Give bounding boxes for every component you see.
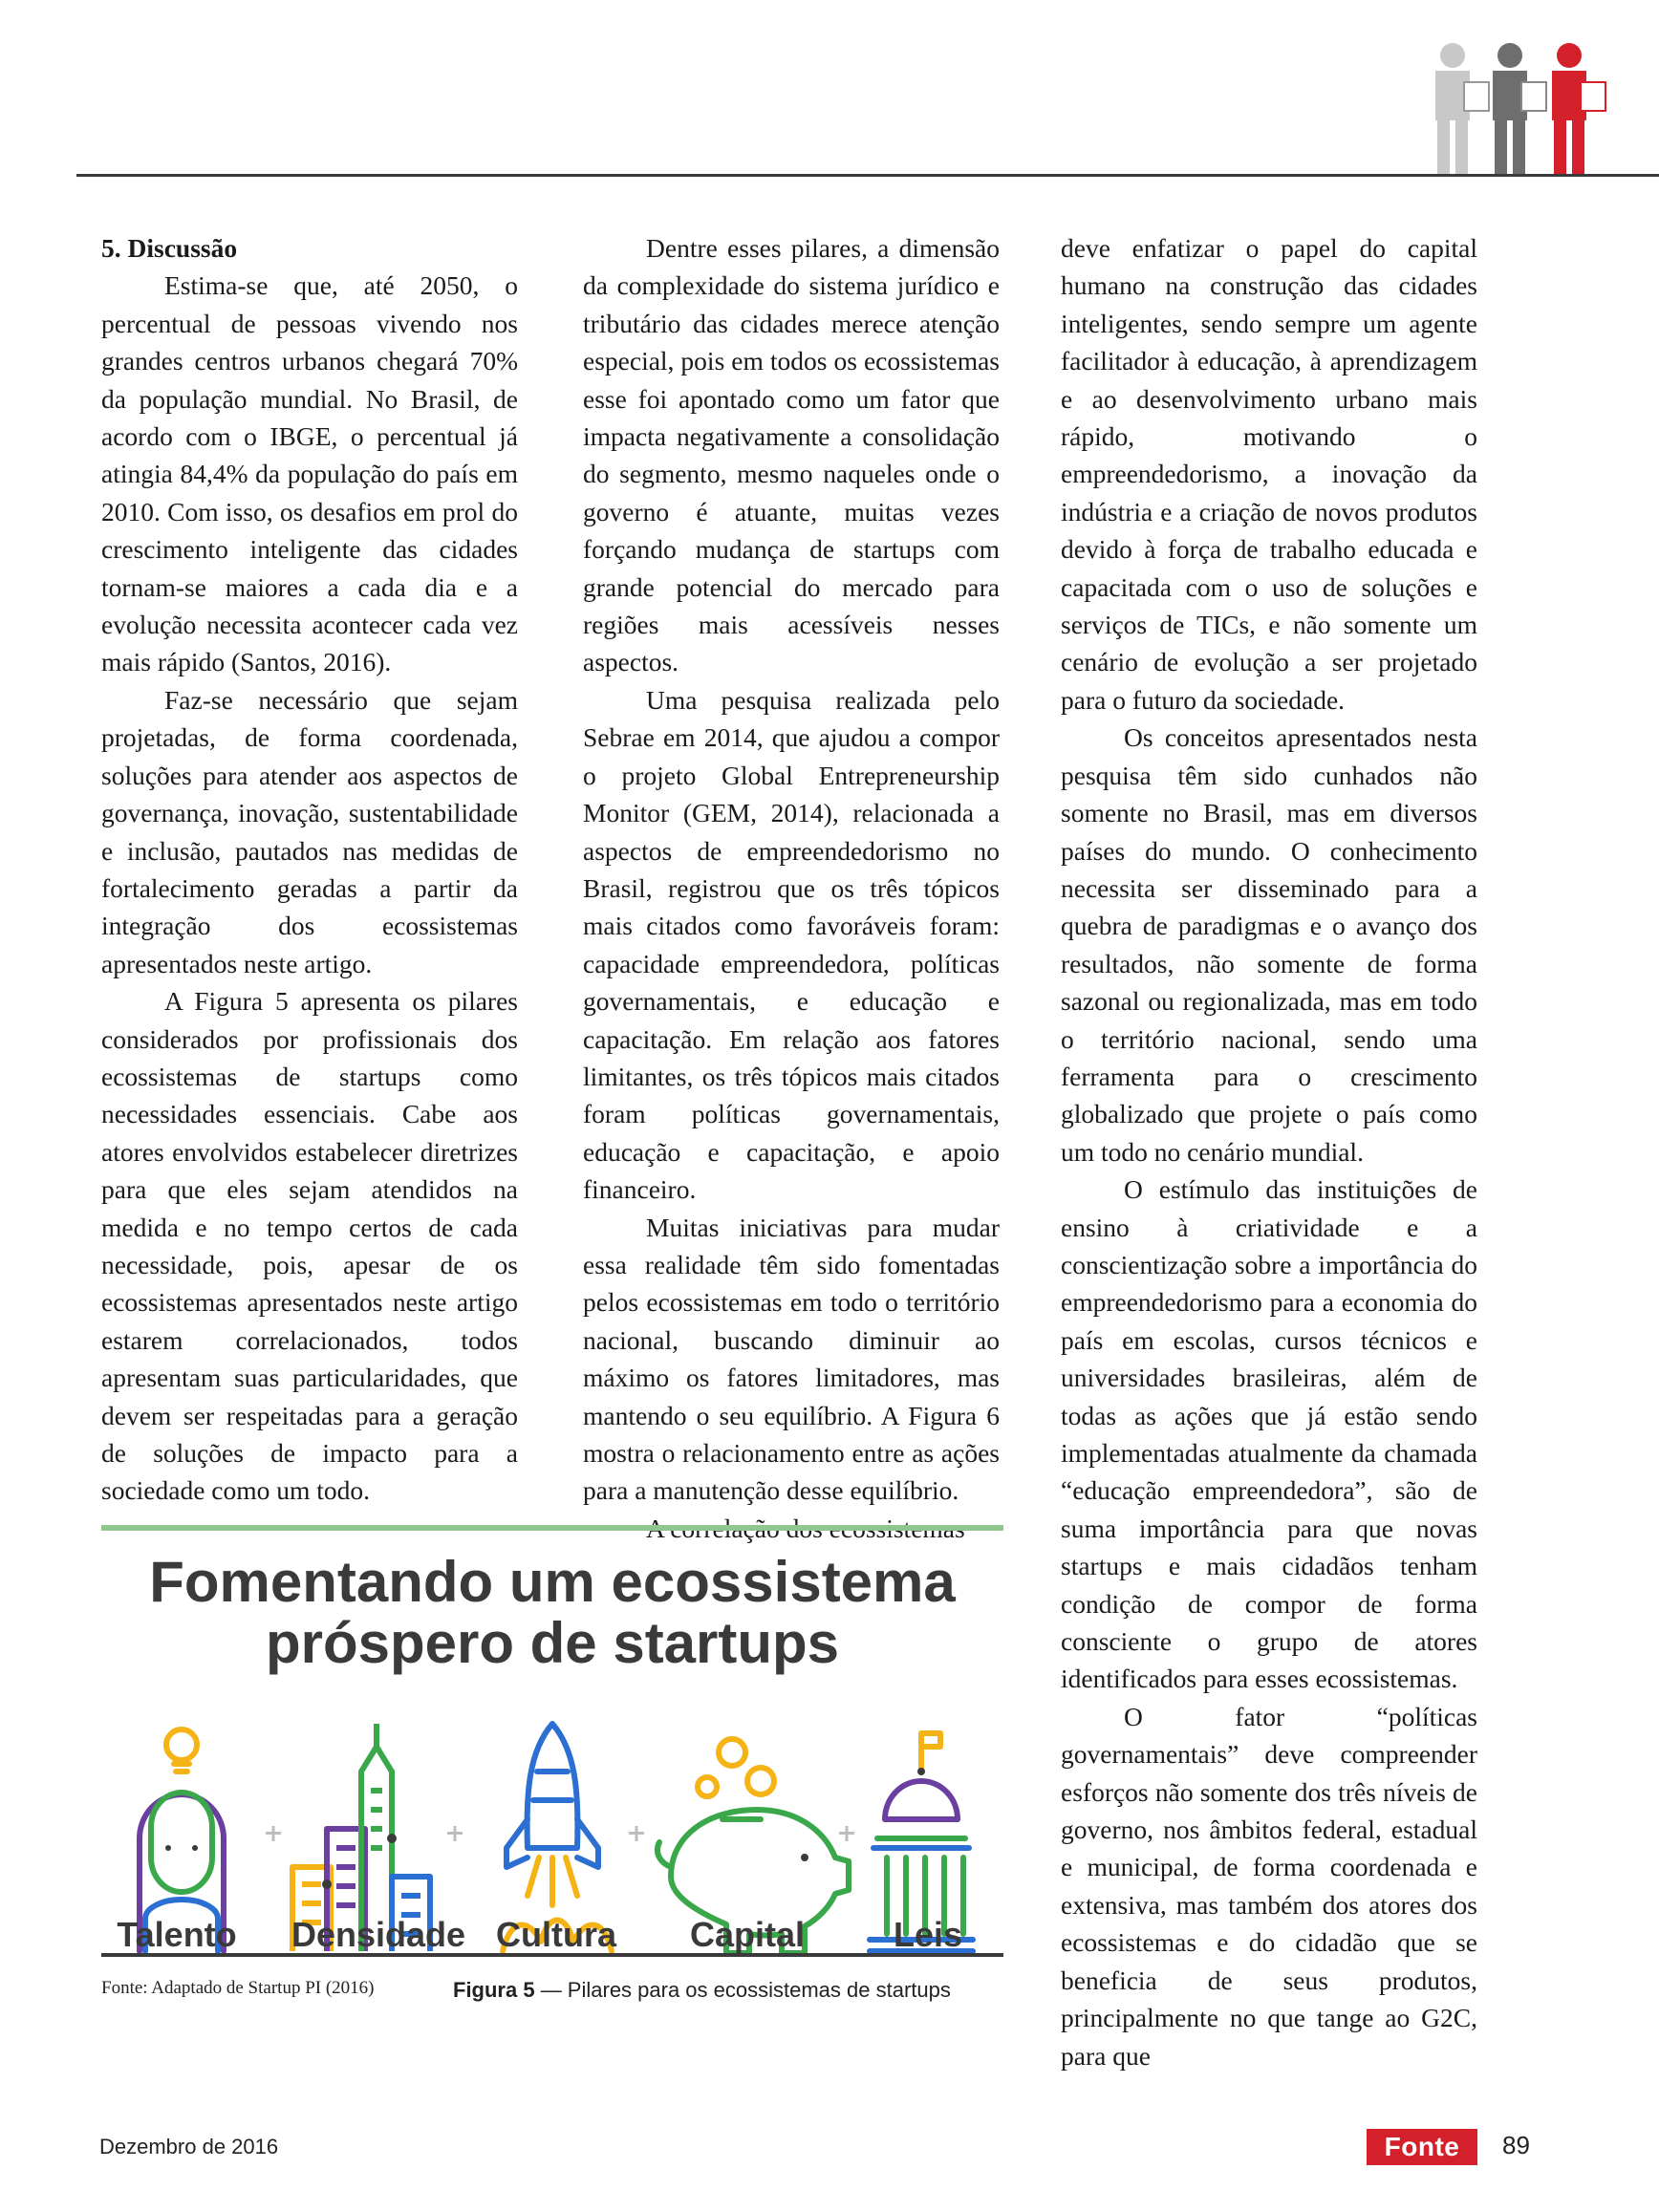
figure-source: Fonte: Adaptado de Startup PI (2016) [101, 1978, 375, 1998]
figure-caption-text: — Pilares para os ecossistemas de startups [534, 1978, 951, 2002]
header-rule [76, 174, 1659, 177]
paragraph: Estima-se que, até 2050, o percentual de pessoas vivendo nos grandes centros urbanos chegará 70% da população mundial. No Brasil, de acordo com o IBGE, o percentual já atingia 84,4% da população do país em 2010. Com isso, os desafios em prol do crescimento inteligente das cidades tornam-se maiores a cada dia e a evolução necessita acontecer cada vez mais rápido (Santos, 2016). [101, 270, 518, 677]
paragraph: Faz-se necessário que sejam projetadas, de forma coordenada, soluções para atender aos aspectos de governança, inovação, sustentabilidade e inclusão, pautados nas medidas de fortalecimento geradas a partir da integração dos ecossistemas apresentados neste artigo. [101, 684, 518, 978]
figure-title-line-1: Fomentando um ecossistema [149, 1550, 956, 1614]
figure-title [101, 1552, 1003, 1674]
page-number: 89 [1502, 2131, 1530, 2159]
paragraph: Uma pesquisa realizada pelo Sebrae em 2014, que ajudou a compor o projeto Global Entrepreneurship Monitor (GEM, 2014), relacionada a aspectos de empreendedorismo no Brasil, registrou que os três tópicos mais citados como favoráveis foram: capacidade empreendedora, políticas governamentais, e educação e capacitação. Em relação aos fatores limitantes, os três tópicos mais citados foram políticas governamentais, educação e capacitação, e apoio financeiro. [583, 684, 1000, 1205]
pillar-label-capital: Capital [689, 1915, 806, 1954]
pillar-label-leis: Leis [893, 1915, 963, 1954]
section-heading: 5. Discussão [101, 233, 238, 263]
paragraph: O estímulo das instituições de ensino à criatividade e a conscientização sobre a importância do empreendedorismo para a economia do país em escolas, cursos técnicos e universidades brasileiras, além de todas as ações que já estão sendo implementadas atualmente da chamada “educação empreendedora”, são de suma importância para que novas startups e mais cidadãos tenham condição de compor de forma consciente o grupo de atores identificados para esses ecossistemas. [1061, 1174, 1477, 1694]
figure-caption [453, 1978, 951, 2003]
paragraph: Muitas iniciativas para mudar essa realidade têm sido fomentadas pelos ecossistemas em todo o território nacional, buscando diminuir ao máximo os fatores limitadores, mas mantendo o seu equilíbrio. A Figura 6 mostra o relacionamento entre as ações para a manutenção desse equilíbrio. [583, 1212, 1000, 1506]
pillar-label-talento: Talento [117, 1915, 237, 1954]
pillar-label-densidade: Densidade [291, 1915, 466, 1954]
magazine-logo: Fonte [1367, 2129, 1477, 2165]
figure-top-rule [101, 1525, 1003, 1531]
text-column-1 [101, 229, 518, 1510]
pillar-label-cultura: Cultura [496, 1915, 616, 1954]
paragraph: Dentre esses pilares, a dimensão da complexidade do sistema jurídico e tributário das cidades merece atenção especial, pois em todos os ecossistemas esse foi apontado como um fator que impacta negativamente a consolidação do segmento, mesmo naqueles onde o governo é atuante, muitas vezes forçando mudança de startups com grande potencial do mercado para regiões mais acessíveis nesses aspectos. [583, 233, 1000, 677]
paragraph: A Figura 5 apresenta os pilares considerados por profissionais dos ecossistemas de startups como necessidades essenciais. Cabe aos atores envolvidos estabelecer diretrizes para que eles sejam atendidos na medida e no tempo certos de cada necessidade, pois, apesar de os ecossistemas apresentados neste artigo estarem correlacionados, todos apresentam suas particularidades, que devem ser respeitadas para a geração de soluções de impacto para a sociedade como um todo. [101, 986, 518, 1506]
people-team-icon [1414, 38, 1615, 182]
paragraph: O fator “políticas governamentais” deve compreender esforços não somente dos três níveis de governo, nos âmbitos federal, estadual e municipal, de forma coordenada e extensiva, mas também dos atores dos ecossistemas e do cidadão que se beneficia de seus produtos, principalmente no que tange ao G2C, para que [1061, 1701, 1477, 2071]
figure-title-line-2: próspero de startups [265, 1611, 840, 1675]
issue-date: Dezembro de 2016 [99, 2135, 279, 2158]
text-column-2 [583, 229, 1000, 1547]
paragraph: Os conceitos apresentados nesta pesquisa têm sido cunhados não somente no Brasil, mas em diversos países do mundo. O conhecimento necessita ser disseminado para a quebra de paradigmas e o avanço dos resultados, não somente de forma sazonal ou regionalizada, mas em todo o território nacional, sendo uma ferramenta para o crescimento globalizado que projete o país como um todo no cenário mundial. [1061, 722, 1477, 1167]
figure-5 [101, 1525, 1003, 2037]
text-column-3 [1061, 229, 1477, 2074]
paragraph: deve enfatizar o papel do capital humano na construção das cidades inteligentes, sendo sempre um agente facilitador à educação, à aprendizagem e ao desenvolvimento urbano mais rápido, motivando o empreendedorismo, a inovação da indústria e a criação de novos produtos devido à força de trabalho educada e capacitada com o uso de soluções e serviços de TICs, e não somente um cenário de evolução a ser projetado para o futuro da sociedade. [1061, 233, 1477, 715]
figure-caption-label: Figura 5 [453, 1978, 535, 2002]
